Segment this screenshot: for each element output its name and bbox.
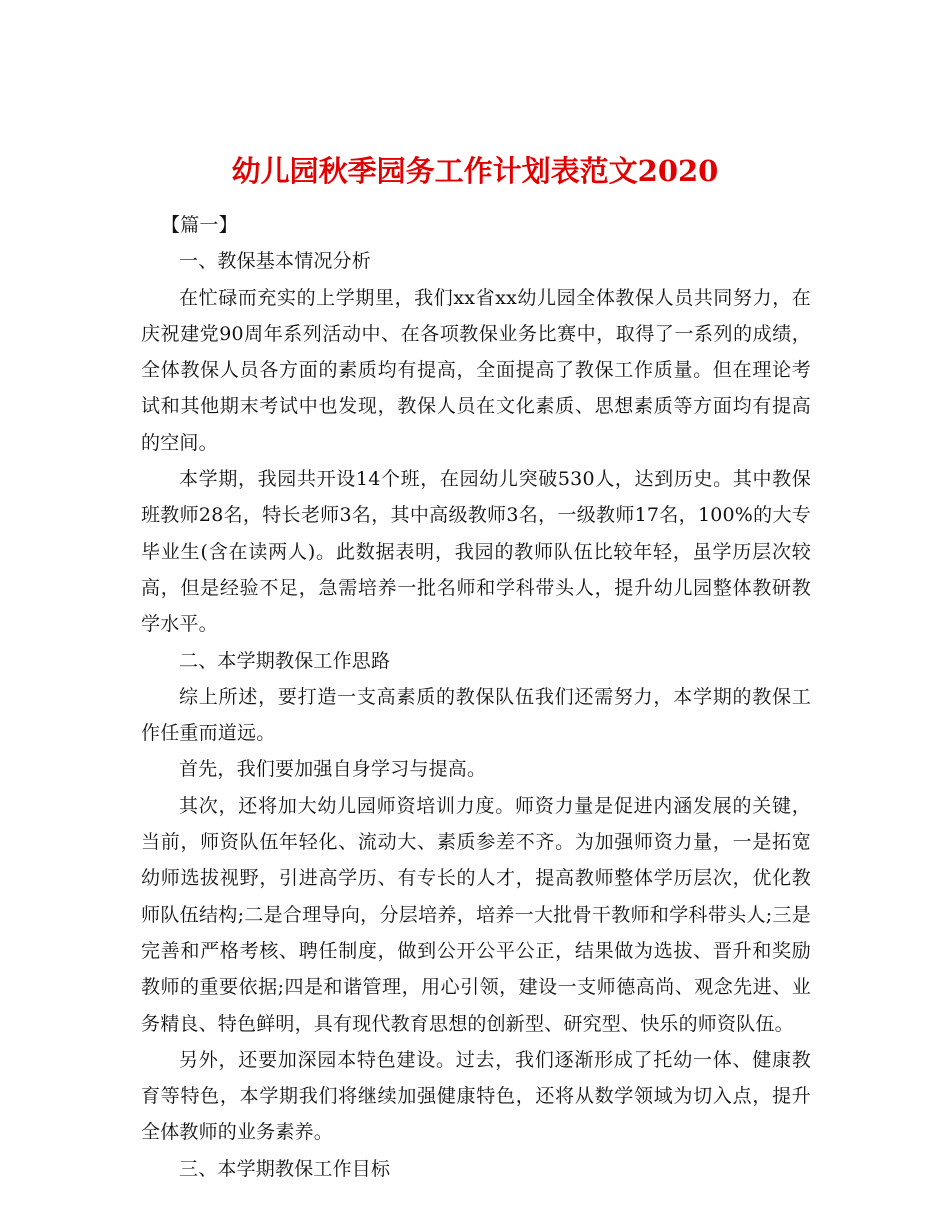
document-body [141, 207, 811, 1187]
body-paragraph: 其次，还将加大幼儿园师资培训力度。师资力量是促进内涵发展的关键，当前，师资队伍年轻化、流动大、素质参差不齐。为加强师资力量，一是拓宽幼师选拔视野，引进高学历、有专长的人才，提高教师整体学历层次，优化教师队伍结构;二是合理导向，分层培养，培养一大批骨干教师和学科带头人;三是完善和严格考核、聘任制度，做到公开公平公正，结果做为选拔、晋升和奖励教师的重要依据;四是和谐管理，用心引领，建设一支师德高尚、观念先进、业务精良、特色鲜明，具有现代教育思想的创新型、研究型、快乐的师资队伍。 [141, 794, 811, 1035]
body-paragraph: 在忙碌而充实的上学期里，我们xx省xx幼儿园全体教保人员共同努力，在庆祝建党90周年系列活动中、在各项教保业务比赛中，取得了一系列的成绩，全体教保人员各方面的素质均有提高，全面提高了教保工作质量。但在理论考试和其他期末考试中也发现，教保人员在文化素质、思想素质等方面均有提高的空间。 [141, 286, 811, 454]
section-heading-3: 三、本学期教保工作目标 [179, 1157, 391, 1180]
section-heading-1: 一、教保基本情况分析 [179, 250, 372, 273]
body-paragraph: 首先，我们要加强自身学习与提高。 [179, 758, 487, 781]
document-title: 幼儿园秋季园务工作计划表范文2020 [231, 154, 719, 189]
body-paragraph: 综上所述，要打造一支高素质的教保队伍我们还需努力，本学期的教保工作任重而道远。 [141, 685, 811, 745]
section-heading-2: 二、本学期教保工作思路 [179, 649, 391, 672]
body-paragraph: 另外，还要加深园本特色建设。过去，我们逐渐形成了托幼一体、健康教育等特色，本学期我们将继续加强健康特色，还将从数学领域为切入点，提升全体教师的业务素养。 [141, 1048, 811, 1144]
section-marker: 【篇一】 [161, 214, 238, 236]
body-paragraph: 本学期，我园共开设14个班，在园幼儿突破530人，达到历史。其中教保班教师28名，特长老师3名，其中高级教师3名，一级教师17名，100%的大专毕业生(含在读两人)。此数据表明，我园的教师队伍比较年轻，虽学历层次较高，但是经验不足，急需培养一批名师和学科带头人，提升幼儿园整体教研教学水平。 [141, 468, 811, 636]
